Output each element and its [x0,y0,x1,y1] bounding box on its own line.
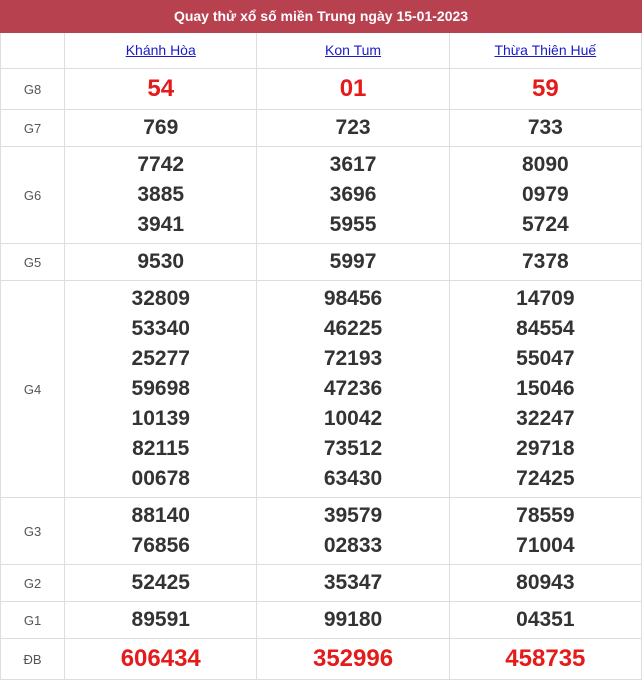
lottery-results-table [0,33,642,680]
prize-label: G3 [1,498,65,565]
prize-number: 3885 [137,183,185,206]
prize-number: 59 [531,75,559,102]
prize-label: ĐB [1,639,65,680]
prize-number: 63430 [323,467,383,490]
prize-label: G2 [1,565,65,602]
prize-number: 25277 [131,347,190,370]
page-title: Quay thử xổ số miền Trung ngày 15-01-2023 [0,0,642,33]
prize-number: 54 [147,75,175,102]
prize-number: 35347 [323,571,383,594]
prize-number: 723 [335,116,371,139]
prize-number: 89591 [131,608,190,631]
prize-row-g8 [1,69,642,110]
prize-row-g7 [1,110,642,147]
special-prize-number: 606434 [120,645,201,672]
prize-number: 80943 [516,571,575,594]
prize-number: 72193 [323,347,383,370]
prize-number: 88140 [131,504,190,527]
prize-number: 29718 [516,437,575,460]
prize-number: 59698 [131,377,190,400]
prize-number: 72425 [516,467,575,490]
prize-number: 01 [339,75,367,102]
prize-number: 84554 [516,317,575,340]
prize-number: 02833 [323,534,383,557]
prize-label: G1 [1,602,65,639]
prize-number: 5997 [329,250,377,273]
prize-row-g1 [1,602,642,639]
prize-number: 3696 [329,183,377,206]
prize-number: 7378 [521,250,569,273]
prize-row-g6 [1,147,642,244]
prize-row-special [1,639,642,680]
prize-number: 32809 [131,287,190,310]
prize-number: 78559 [516,504,575,527]
prize-number: 7742 [137,153,185,176]
prize-number: 733 [527,116,563,139]
prize-number: 10042 [323,407,383,430]
prize-number: 5724 [521,213,569,236]
prize-label: G8 [1,69,65,110]
prize-number: 55047 [516,347,575,370]
prize-number: 32247 [516,407,575,430]
province-link-kon-tum[interactable]: Kon Tum [325,41,382,58]
prize-row-g2 [1,565,642,602]
prize-number: 14709 [516,287,575,310]
prize-number: 71004 [516,534,575,557]
prize-number: 39579 [323,504,383,527]
prize-number: 00678 [131,467,190,490]
prize-number: 3941 [137,213,185,236]
prize-label: G4 [1,281,65,498]
prize-number: 0979 [521,183,569,206]
prize-number: 9530 [137,250,185,273]
special-prize-number: 352996 [312,645,394,672]
province-link-khanh-hoa[interactable]: Khánh Hòa [125,41,196,58]
prize-row-g4 [1,281,642,498]
prize-number: 3617 [329,153,377,176]
prize-number: 53340 [131,317,190,340]
prize-label: G6 [1,147,65,244]
prize-number: 15046 [516,377,575,400]
prize-number: 82115 [132,437,190,460]
prize-row-g5 [1,244,642,281]
province-link-thua-thien-hue[interactable]: Thừa Thiên Huế [494,41,597,58]
prize-number: 99180 [323,608,383,631]
empty-header-cell [1,33,65,69]
special-prize-number: 458735 [505,645,586,672]
prize-label: G7 [1,110,65,147]
province-header-row [1,33,642,69]
prize-row-g3 [1,498,642,565]
prize-number: 52425 [131,571,190,594]
prize-number: 5955 [329,213,377,236]
prize-number: 769 [143,116,179,139]
prize-number: 8090 [521,153,569,176]
prize-number: 46225 [323,317,383,340]
prize-number: 04351 [516,608,575,631]
prize-label: G5 [1,244,65,281]
prize-number: 98456 [323,287,383,310]
prize-number: 47236 [323,377,383,400]
prize-number: 10139 [131,407,190,430]
prize-number: 73512 [323,437,383,460]
prize-number: 76856 [131,534,190,557]
